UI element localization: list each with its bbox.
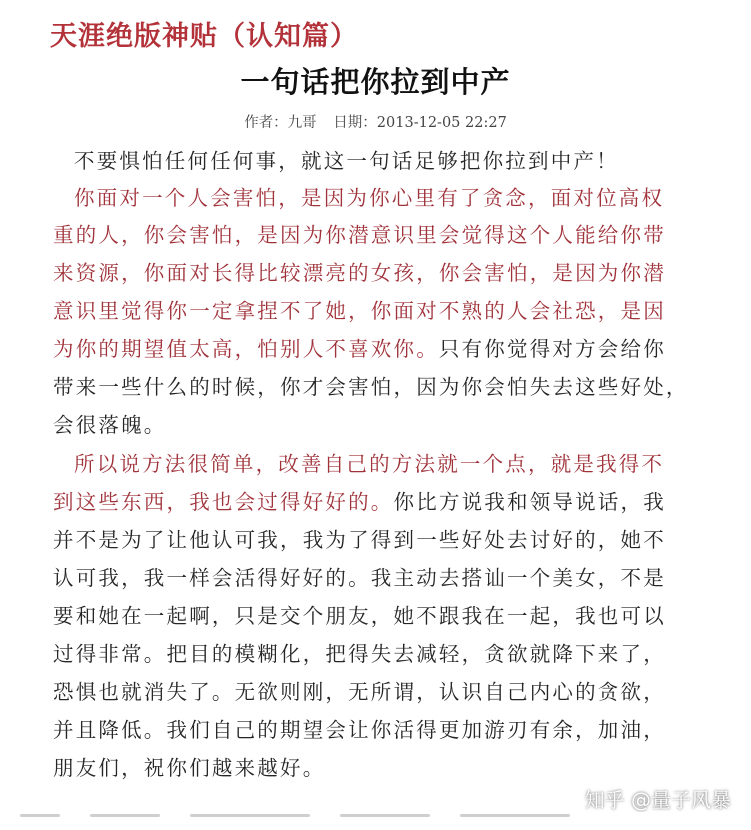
body-line: 重的人，你会害怕，是因为你潜意识里会觉得这个人能给你带 [53, 223, 666, 247]
cropped-next-line [0, 812, 751, 830]
text-fragment [340, 814, 430, 817]
body-line-highlight: 到这些东西，我也会过得好好的。 [53, 490, 394, 514]
body-line: 意识里觉得你一定拿捏不了她，你面对不熟的人会社恐，是因 [53, 299, 666, 323]
body-line-rest: 只有你觉得对方会给你 [438, 337, 666, 361]
body-line: 认可我，我一样会活得好好的。我主动去搭讪一个美女，不是 [53, 566, 666, 590]
body-line: 并且降低。我们自己的期望会让你活得更加游刃有余，加油， [53, 718, 666, 742]
article-meta [0, 111, 751, 132]
zhihu-watermark: 知乎 @量子风暴 [584, 788, 731, 812]
body-line: 朋友们，祝你们越来越好。 [53, 756, 326, 780]
body-line: 所以说方法很简单，改善自己的方法就一个点，就是我得不 [74, 452, 665, 476]
body-line: 来资源，你面对长得比较漂亮的女孩，你会害怕，是因为你潜 [53, 261, 666, 285]
text-fragment [460, 814, 570, 817]
article-title: 一句话把你拉到中产 [240, 65, 511, 99]
body-line [53, 489, 666, 515]
text-fragment [20, 814, 60, 817]
text-fragment [190, 814, 310, 817]
body-line: 你面对一个人会害怕，是因为你心里有了贪念，面对位高权 [74, 186, 665, 210]
body-line-highlight: 为你的期望值太高，怕别人不喜欢你。 [53, 337, 439, 361]
body-line: 不要惧怕任何任何事，就这一句话足够把你拉到中产！ [74, 149, 619, 173]
body-line: 会很落魄。 [53, 413, 167, 437]
body-line: 并不是为了让他认可我，我为了得到一些好处去讨好的，她不 [53, 528, 666, 552]
body-line: 要和她在一起啊，只是交个朋友，她不跟我在一起，我也可以 [53, 604, 666, 628]
author-label: 作者：九哥 [244, 115, 317, 131]
body-line: 过得非常。把目的模糊化，把得失去减轻，贪欲就降下来了， [53, 642, 666, 666]
body-line-rest: 你比方说我和领导说话，我 [393, 490, 666, 514]
series-heading: 天涯绝版神贴（认知篇） [50, 21, 358, 52]
text-fragment [90, 814, 160, 817]
body-line: 带来一些什么的时候，你才会害怕，因为你会怕失去这些好处， [53, 375, 689, 399]
date-label: 日期：2013-12-05 22:27 [333, 115, 507, 131]
body-line [53, 336, 666, 362]
body-line: 恐惧也就消失了。无欲则刚，无所谓，认识自己内心的贪欲， [53, 680, 666, 704]
